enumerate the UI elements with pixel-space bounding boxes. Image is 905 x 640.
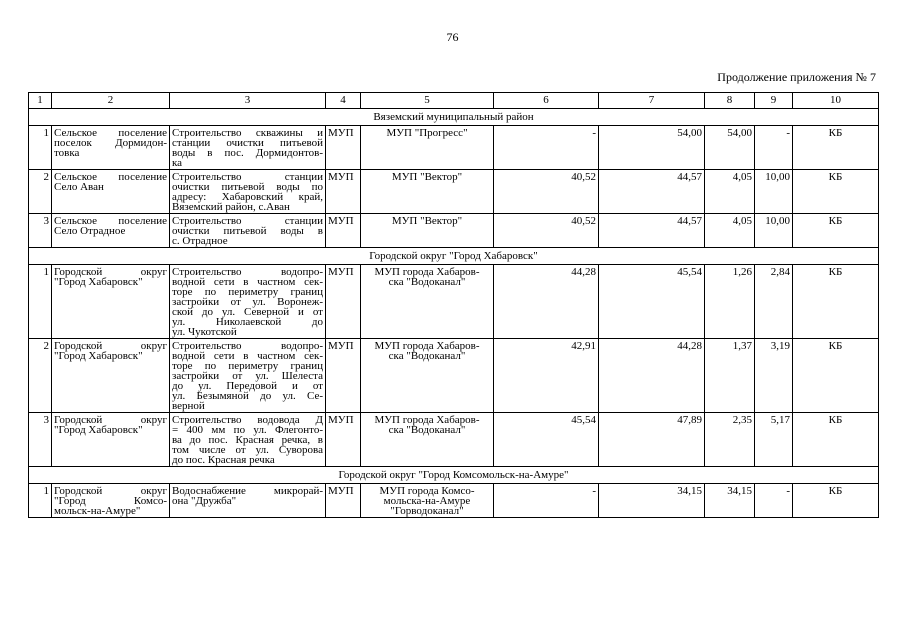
operator-cell	[361, 265, 494, 339]
source-cell: КБ	[793, 126, 879, 170]
column-header: 5	[361, 93, 494, 109]
row-number-cell: 3	[29, 214, 52, 248]
cell-line: ка	[172, 157, 183, 169]
operator-cell	[361, 214, 494, 248]
cell-line: ска "Водоканал"	[388, 276, 466, 288]
operator-cell	[361, 484, 494, 518]
value-cell-c6: 45,54	[494, 413, 599, 467]
value-cell-c7: 44,28	[599, 339, 705, 413]
value-cell-c9: 2,84	[755, 265, 793, 339]
territory-cell	[52, 339, 170, 413]
cell-line: ска "Водоканал"	[388, 424, 466, 436]
column-header: 9	[755, 93, 793, 109]
cell-line: ска "Водоканал"	[388, 350, 466, 362]
cell-line: Сельское поселение	[54, 171, 167, 183]
row-number-cell: 1	[29, 484, 52, 518]
cell-line: с. Отрадное	[172, 235, 228, 247]
cell-line: Строительство водовода Д	[172, 414, 323, 426]
table-row	[29, 339, 879, 413]
value-cell-c7: 54,00	[599, 126, 705, 170]
operator-cell	[361, 413, 494, 467]
type-cell: МУП	[326, 126, 361, 170]
value-cell-c6: 42,91	[494, 339, 599, 413]
column-header: 4	[326, 93, 361, 109]
project-cell	[170, 413, 326, 467]
operator-cell	[361, 126, 494, 170]
source-cell: КБ	[793, 265, 879, 339]
table-row	[29, 265, 879, 339]
cell-line: воды в пос. Дормидонтов-	[172, 147, 323, 159]
cell-line: мольска-на-Амуре	[383, 495, 471, 507]
row-number-cell: 1	[29, 265, 52, 339]
cell-line: поселок Дормидон-	[54, 137, 167, 149]
project-cell	[170, 484, 326, 518]
project-cell	[170, 126, 326, 170]
section-row	[29, 109, 879, 126]
header-row	[29, 93, 879, 109]
cell-line: = 400 мм по ул. Флегонто-	[172, 424, 323, 436]
value-cell-c9: 5,17	[755, 413, 793, 467]
source-cell: КБ	[793, 413, 879, 467]
territory-cell	[52, 413, 170, 467]
cell-line: Сельское поселение	[54, 215, 167, 227]
value-cell-c8: 1,37	[705, 339, 755, 413]
project-cell	[170, 214, 326, 248]
cell-line: мольск-на-Амуре"	[54, 505, 141, 517]
value-cell-c8: 4,05	[705, 214, 755, 248]
section-row	[29, 467, 879, 484]
cell-line: "Город Хабаровск"	[54, 424, 143, 436]
territory-cell	[52, 265, 170, 339]
cell-line: Городской округ	[54, 266, 167, 278]
project-cell	[170, 170, 326, 214]
cell-line: застройки от ул. Воронеж-	[172, 296, 323, 308]
value-cell-c9: 10,00	[755, 170, 793, 214]
cell-line: очистки питьевой воды по	[172, 181, 323, 193]
type-cell: МУП	[326, 265, 361, 339]
value-cell-c6: -	[494, 484, 599, 518]
source-cell: КБ	[793, 170, 879, 214]
data-table	[28, 92, 879, 518]
cell-line: "Город Комсо-	[54, 495, 167, 507]
value-cell-c9: -	[755, 126, 793, 170]
cell-line: МУП "Прогресс"	[386, 127, 468, 139]
section-row	[29, 248, 879, 265]
value-cell-c7: 44,57	[599, 214, 705, 248]
value-cell-c9: -	[755, 484, 793, 518]
type-cell: МУП	[326, 413, 361, 467]
cell-line: Городской округ	[54, 485, 167, 497]
cell-line: застройки от ул. Шелеста	[172, 370, 323, 382]
row-number-cell: 2	[29, 339, 52, 413]
cell-line: МУП города Комсо-	[379, 485, 475, 497]
cell-line: торе по периметру границ	[172, 360, 323, 372]
cell-line: Вяземский район, с.Аван	[172, 201, 290, 213]
cell-line: Водоснабжение микрорай-	[172, 485, 323, 497]
section-title: Городской округ "Город Комсомольск-на-Амуре"	[29, 467, 879, 484]
column-header: 6	[494, 93, 599, 109]
cell-line: верной	[172, 400, 205, 412]
value-cell-c8: 1,26	[705, 265, 755, 339]
section-title: Городской округ "Город Хабаровск"	[29, 248, 879, 265]
operator-cell	[361, 170, 494, 214]
table-row	[29, 484, 879, 518]
table-row	[29, 126, 879, 170]
project-cell	[170, 265, 326, 339]
value-cell-c8: 2,35	[705, 413, 755, 467]
territory-cell	[52, 170, 170, 214]
cell-line: ул. Чукотской	[172, 326, 237, 338]
table-row	[29, 413, 879, 467]
cell-line: она "Дружба"	[172, 495, 237, 507]
cell-line: Сельское поселение	[54, 127, 167, 139]
column-header: 2	[52, 93, 170, 109]
cell-line: МУП города Хабаров-	[374, 266, 480, 278]
source-cell: КБ	[793, 214, 879, 248]
value-cell-c7: 44,57	[599, 170, 705, 214]
row-number-cell: 2	[29, 170, 52, 214]
type-cell: МУП	[326, 339, 361, 413]
cell-line: до ул. Передовой и от	[172, 380, 323, 392]
cell-line: адресу: Хабаровский край,	[172, 191, 323, 203]
value-cell-c8: 54,00	[705, 126, 755, 170]
cell-line: ва до пос. Красная речка, в	[172, 434, 323, 446]
cell-line: МУП города Хабаров-	[374, 340, 480, 352]
cell-line: "Город Хабаровск"	[54, 276, 143, 288]
table-row	[29, 214, 879, 248]
column-header: 1	[29, 93, 52, 109]
cell-line: ской до ул. Северной и от	[172, 306, 323, 318]
cell-line: Строительство водопро-	[172, 266, 323, 278]
table-body	[29, 109, 879, 518]
cell-line: Строительство водопро-	[172, 340, 323, 352]
cell-line: том числе от ул. Суворова	[172, 444, 323, 456]
territory-cell	[52, 126, 170, 170]
value-cell-c7: 47,89	[599, 413, 705, 467]
column-header: 7	[599, 93, 705, 109]
cell-line: МУП "Вектор"	[391, 215, 463, 227]
cell-line: МУП "Вектор"	[391, 171, 463, 183]
cell-line: торе по периметру границ	[172, 286, 323, 298]
row-number-cell: 3	[29, 413, 52, 467]
cell-line: до пос. Красная речка	[172, 454, 275, 466]
column-header: 10	[793, 93, 879, 109]
type-cell: МУП	[326, 170, 361, 214]
value-cell-c6: 44,28	[494, 265, 599, 339]
cell-line: водной сети в частном сек-	[172, 276, 323, 288]
cell-line: товка	[54, 147, 80, 159]
table-row	[29, 170, 879, 214]
cell-line: Село Отрадное	[54, 225, 126, 237]
value-cell-c9: 3,19	[755, 339, 793, 413]
column-header: 8	[705, 93, 755, 109]
cell-line: Городской округ	[54, 340, 167, 352]
source-cell: КБ	[793, 339, 879, 413]
continuation-label: Продолжение приложения № 7	[717, 70, 876, 84]
cell-line: Строительство скважины и	[172, 127, 323, 139]
cell-line: МУП города Хабаров-	[374, 414, 480, 426]
value-cell-c8: 4,05	[705, 170, 755, 214]
cell-line: Село Аван	[54, 181, 104, 193]
cell-line: Строительство станции	[172, 171, 323, 183]
type-cell: МУП	[326, 214, 361, 248]
section-title: Вяземский муниципальный район	[29, 109, 879, 126]
cell-line: Строительство станции	[172, 215, 323, 227]
project-cell	[170, 339, 326, 413]
cell-line: Городской округ	[54, 414, 167, 426]
value-cell-c7: 34,15	[599, 484, 705, 518]
cell-line: ул. Безымяной до ул. Се-	[172, 390, 323, 402]
value-cell-c6: -	[494, 126, 599, 170]
value-cell-c7: 45,54	[599, 265, 705, 339]
operator-cell	[361, 339, 494, 413]
value-cell-c8: 34,15	[705, 484, 755, 518]
value-cell-c6: 40,52	[494, 214, 599, 248]
row-number-cell: 1	[29, 126, 52, 170]
value-cell-c9: 10,00	[755, 214, 793, 248]
value-cell-c6: 40,52	[494, 170, 599, 214]
column-header: 3	[170, 93, 326, 109]
cell-line: ул. Николаевской до	[172, 316, 323, 328]
cell-line: "Горводоканал"	[390, 505, 464, 517]
page-number: 76	[446, 30, 459, 44]
territory-cell	[52, 484, 170, 518]
cell-line: "Город Хабаровск"	[54, 350, 143, 362]
territory-cell	[52, 214, 170, 248]
cell-line: очистки питьевой воды в	[172, 225, 323, 237]
cell-line: станции очистки питьевой	[172, 137, 323, 149]
cell-line: водной сети в частном сек-	[172, 350, 323, 362]
source-cell: КБ	[793, 484, 879, 518]
type-cell: МУП	[326, 484, 361, 518]
